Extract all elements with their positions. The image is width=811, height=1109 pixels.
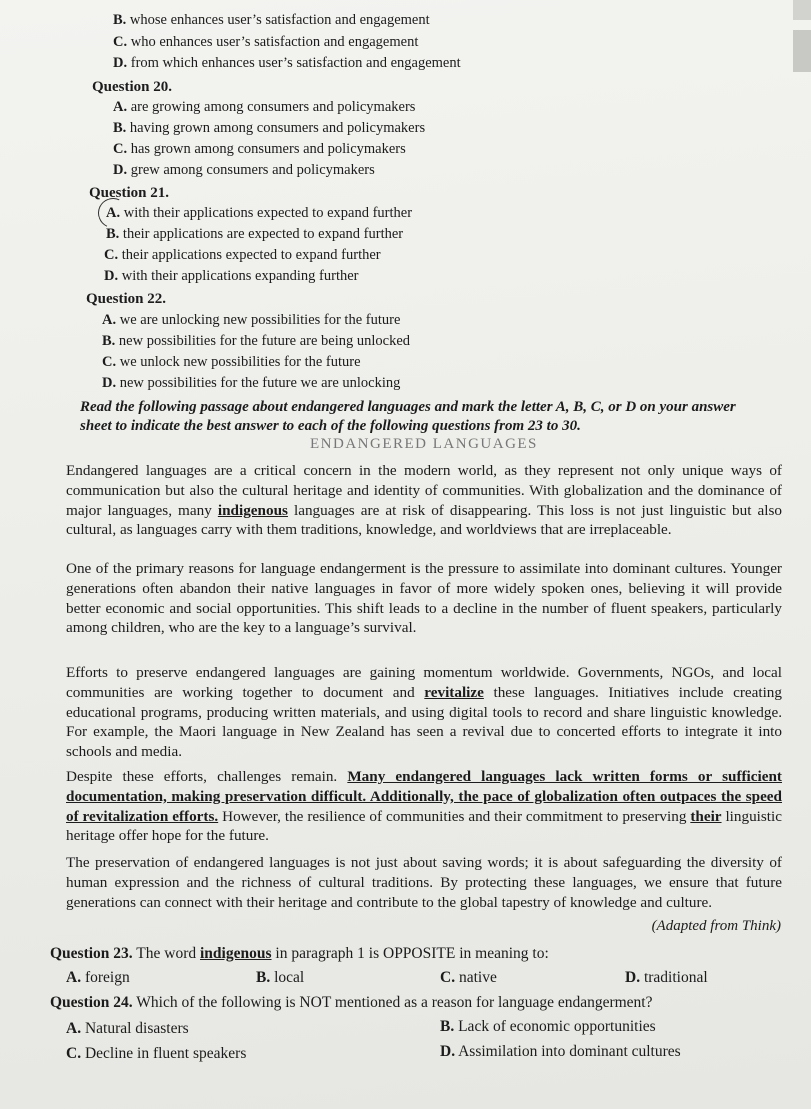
q20-option-a[interactable]: A. are growing among consumers and policymakers: [113, 99, 416, 115]
underlined-word-indigenous: indigenous: [217, 501, 288, 519]
q21-option-a[interactable]: A. with their applications expected to expand further: [106, 205, 413, 221]
q21-option-c[interactable]: C. their applications expected to expand further: [104, 247, 381, 263]
q23-stem: Question 23. The word indigenous in paragraph 1 is OPPOSITE in meaning to:: [50, 945, 549, 962]
passage-source: (Adapted from Think): [651, 918, 781, 934]
q19-option-c[interactable]: C. who enhances user’s satisfaction and engagement: [113, 34, 419, 50]
paragraph-3: Efforts to preserve endangered languages are gaining momentum worldwide. Governments, NGOs, and local communities are working together to document and revitalize these languages. Initiatives include creating educational programs, producing written materials, and using digital tools to record and share linguistic knowledge. For example, the Maori language in New Zealand has seen a revival due to concerted efforts to integrate it into schools and media.: [66, 664, 782, 761]
highlighted-sentences: Many endangered languages lack written forms or sufficient documentation, making preservation difficult. Additionally, the pace of globalization often outpaces the speed of revitalization efforts.: [66, 768, 782, 825]
q24-option-a[interactable]: A. Natural disasters: [66, 1020, 189, 1037]
q22-option-d[interactable]: D. new possibilities for the future we are unlocking: [102, 375, 401, 391]
q19-option-b[interactable]: B. whose enhances user’s satisfaction and engagement: [113, 12, 430, 28]
q19-option-d[interactable]: D. from which enhances user’s satisfaction and engagement: [113, 55, 461, 71]
passage-title: ENDANGERED LANGUAGES: [310, 436, 538, 452]
q22-option-c[interactable]: C. we unlock new possibilities for the future: [102, 354, 361, 370]
underlined-word-their: their: [690, 807, 722, 825]
q20-option-c[interactable]: C. has grown among consumers and policymakers: [113, 141, 406, 157]
q23-option-d[interactable]: D. traditional: [625, 969, 708, 986]
q24-stem: Question 24. Which of the following is NOT mentioned as a reason for language endangerment?: [50, 994, 653, 1011]
q24-option-c[interactable]: C. Decline in fluent speakers: [66, 1045, 247, 1062]
paragraph-4: Despite these efforts, challenges remain. Many endangered languages lack written forms or sufficient documentation, making preservation difficult. Additionally, the pace of globalization often outpaces the speed of revitalization efforts. However, the resilience of communities and their commitment to preserving their linguistic heritage offer hope for the future.: [66, 768, 782, 845]
q20-option-d[interactable]: D. grew among consumers and policymakers: [113, 162, 375, 178]
q22-heading: Question 22.: [86, 291, 167, 307]
q20-option-b[interactable]: B. having grown among consumers and policymakers: [113, 120, 426, 136]
reading-instruction: Read the following passage about endangered languages and mark the letter A, B, C, or D on your answer sheet to indicate the best answer to each of the following questions from 23 to 30.: [80, 399, 736, 434]
q22-option-a[interactable]: A. we are unlocking new possibilities for the future: [102, 312, 401, 328]
q24-option-d[interactable]: D. Assimilation into dominant cultures: [440, 1043, 681, 1060]
q23-option-b[interactable]: B. local: [256, 969, 305, 986]
q21-heading: Question 21.: [89, 185, 170, 201]
q22-option-b[interactable]: B. new possibilities for the future are being unlocked: [102, 333, 411, 349]
q20-heading: Question 20.: [92, 79, 173, 95]
underlined-word-revitalize: revitalize: [424, 683, 484, 701]
q24-option-b[interactable]: B. Lack of economic opportunities: [440, 1018, 656, 1035]
paragraph-1: Endangered languages are a critical concern in the modern world, as they represent not only unique ways of communication but also the cultural heritage and identity of communities. With globalization and the dominance of major languages, many indigenous languages are at risk of disappearing. This loss is not just linguistic but also cultural, as languages carry with them traditions, knowledge, and worldviews that are irreplaceable.: [66, 462, 782, 539]
q23-option-c[interactable]: C. native: [440, 969, 497, 986]
q23-option-a[interactable]: A. foreign: [66, 969, 130, 986]
paragraph-2: One of the primary reasons for language endangerment is the pressure to assimilate into dominant cultures. Younger generations often abandon their native languages in favor of more widely spoken ones, believing it will provide better economic and social opportunities. This shift leads to a decline in the number of fluent speakers, particularly among children, who are the key to a language’s survival.: [66, 560, 782, 637]
q21-option-b[interactable]: B. their applications are expected to expand further: [106, 226, 404, 242]
paragraph-5: The preservation of endangered languages is not just about saving words; it is about safeguarding the diversity of human expression and the richness of cultural traditions. By protecting these languages, we ensure that future generations can connect with their heritage and contribute to the global tapestry of knowledge and culture.: [66, 854, 782, 911]
q21-option-d[interactable]: D. with their applications expanding further: [104, 268, 359, 284]
